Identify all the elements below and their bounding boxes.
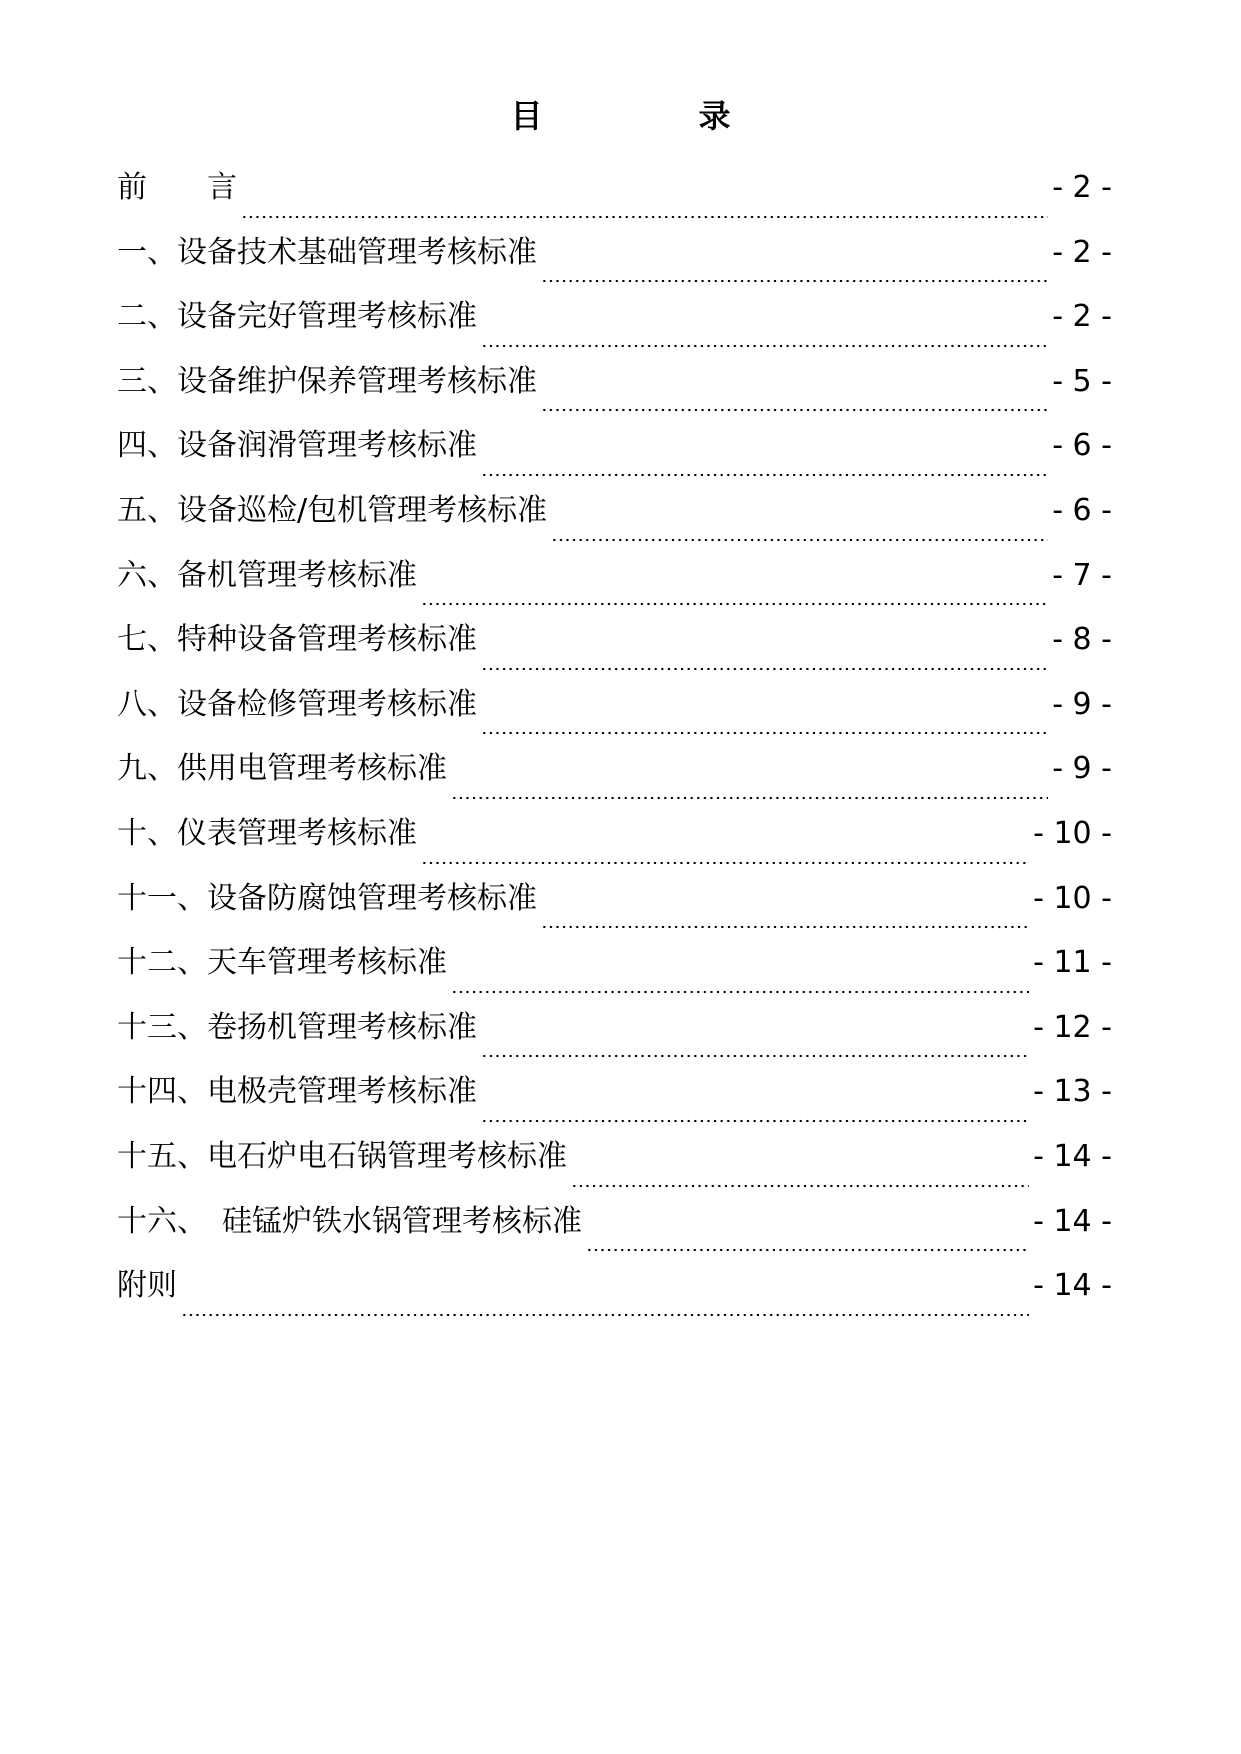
toc-entry-page: - 7 - xyxy=(1052,557,1112,593)
dot-leader xyxy=(481,1054,1029,1058)
toc-entry-page: - 2 - xyxy=(1052,170,1112,205)
toc-entry-page: - 6 - xyxy=(1052,428,1112,464)
toc-entry-label: 十六、 硅锰炉铁水锅管理考核标准 xyxy=(117,1203,582,1239)
toc-entry-page: - 9 - xyxy=(1052,686,1112,722)
dot-leader xyxy=(541,408,1048,412)
toc-entry-page: - 6 - xyxy=(1052,492,1112,528)
toc-entry[interactable] xyxy=(117,747,1112,812)
toc-entry-label: 一、设备技术基础管理考核标准 xyxy=(117,234,537,270)
page-title: 目 录 xyxy=(510,97,793,135)
toc-entry[interactable] xyxy=(117,360,1112,425)
toc-entry[interactable] xyxy=(117,489,1112,554)
toc-entry[interactable] xyxy=(117,877,1112,942)
toc-entry[interactable] xyxy=(117,1006,1112,1071)
dot-leader xyxy=(451,990,1029,994)
toc-entry-page: - 10 - xyxy=(1033,815,1112,851)
dot-leader xyxy=(481,731,1048,735)
toc-entry[interactable] xyxy=(117,554,1112,619)
toc-entry[interactable] xyxy=(117,1264,1112,1329)
toc-entry-page: - 5 - xyxy=(1052,363,1112,399)
toc-entry-label: 十四、电极壳管理考核标准 xyxy=(117,1074,477,1110)
toc-entry-label: 十二、天车管理考核标准 xyxy=(117,945,447,981)
toc-entry[interactable] xyxy=(117,941,1112,1006)
dot-leader xyxy=(421,861,1029,865)
toc-entry-page: - 2 - xyxy=(1052,234,1112,270)
toc-entry-label: 九、供用电管理考核标准 xyxy=(117,751,447,787)
dot-leader xyxy=(541,279,1048,283)
toc-entry-label: 附则 xyxy=(117,1268,177,1304)
toc-entry-label: 十一、设备防腐蚀管理考核标准 xyxy=(117,880,537,916)
dot-leader xyxy=(586,1248,1029,1252)
toc-entry-page: - 9 - xyxy=(1052,751,1112,787)
toc-entry-page: - 14 - xyxy=(1033,1268,1112,1304)
toc-entry-label: 五、设备巡检/包机管理考核标准 xyxy=(117,492,548,528)
dot-leader xyxy=(451,796,1048,800)
toc-entry[interactable] xyxy=(117,683,1112,748)
toc-entry-label: 前 言 xyxy=(117,170,237,205)
toc-entry[interactable] xyxy=(117,1070,1112,1135)
toc-entry-label: 七、特种设备管理考核标准 xyxy=(117,622,477,658)
toc-entry[interactable] xyxy=(117,618,1112,683)
toc-entry[interactable] xyxy=(117,812,1112,877)
toc-entry-label: 十五、电石炉电石锅管理考核标准 xyxy=(117,1138,567,1174)
dot-leader xyxy=(481,473,1048,477)
toc-entry[interactable] xyxy=(117,231,1112,296)
dot-leader xyxy=(481,344,1048,348)
dot-leader xyxy=(571,1184,1029,1188)
toc-entry-label: 十、仪表管理考核标准 xyxy=(117,815,417,851)
toc-entry-page: - 13 - xyxy=(1033,1074,1112,1110)
toc-entry-page: - 2 - xyxy=(1052,299,1112,335)
dot-leader xyxy=(241,215,1048,219)
dot-leader xyxy=(551,538,1048,542)
toc-entry-label: 八、设备检修管理考核标准 xyxy=(117,686,477,722)
toc-entry-page: - 10 - xyxy=(1033,880,1112,916)
toc-entry[interactable] xyxy=(117,295,1112,360)
toc-entry-page: - 14 - xyxy=(1033,1203,1112,1239)
table-of-contents xyxy=(117,166,1112,1329)
dot-leader xyxy=(541,925,1029,929)
toc-entry[interactable] xyxy=(117,1135,1112,1200)
dot-leader xyxy=(481,1119,1029,1123)
toc-entry[interactable] xyxy=(117,424,1112,489)
toc-entry-label: 六、备机管理考核标准 xyxy=(117,557,417,593)
toc-entry-label: 四、设备润滑管理考核标准 xyxy=(117,428,477,464)
toc-entry-page: - 8 - xyxy=(1052,622,1112,658)
toc-entry-page: - 11 - xyxy=(1033,945,1112,981)
dot-leader xyxy=(181,1313,1029,1317)
toc-entry-page: - 14 - xyxy=(1033,1138,1112,1174)
toc-entry-label: 十三、卷扬机管理考核标准 xyxy=(117,1009,477,1045)
toc-entry-label: 三、设备维护保养管理考核标准 xyxy=(117,363,537,399)
dot-leader xyxy=(421,602,1048,606)
dot-leader xyxy=(481,667,1048,671)
toc-entry-label: 二、设备完好管理考核标准 xyxy=(117,299,477,335)
toc-entry[interactable] xyxy=(117,166,1112,231)
toc-entry[interactable] xyxy=(117,1200,1112,1265)
toc-entry-page: - 12 - xyxy=(1033,1009,1112,1045)
